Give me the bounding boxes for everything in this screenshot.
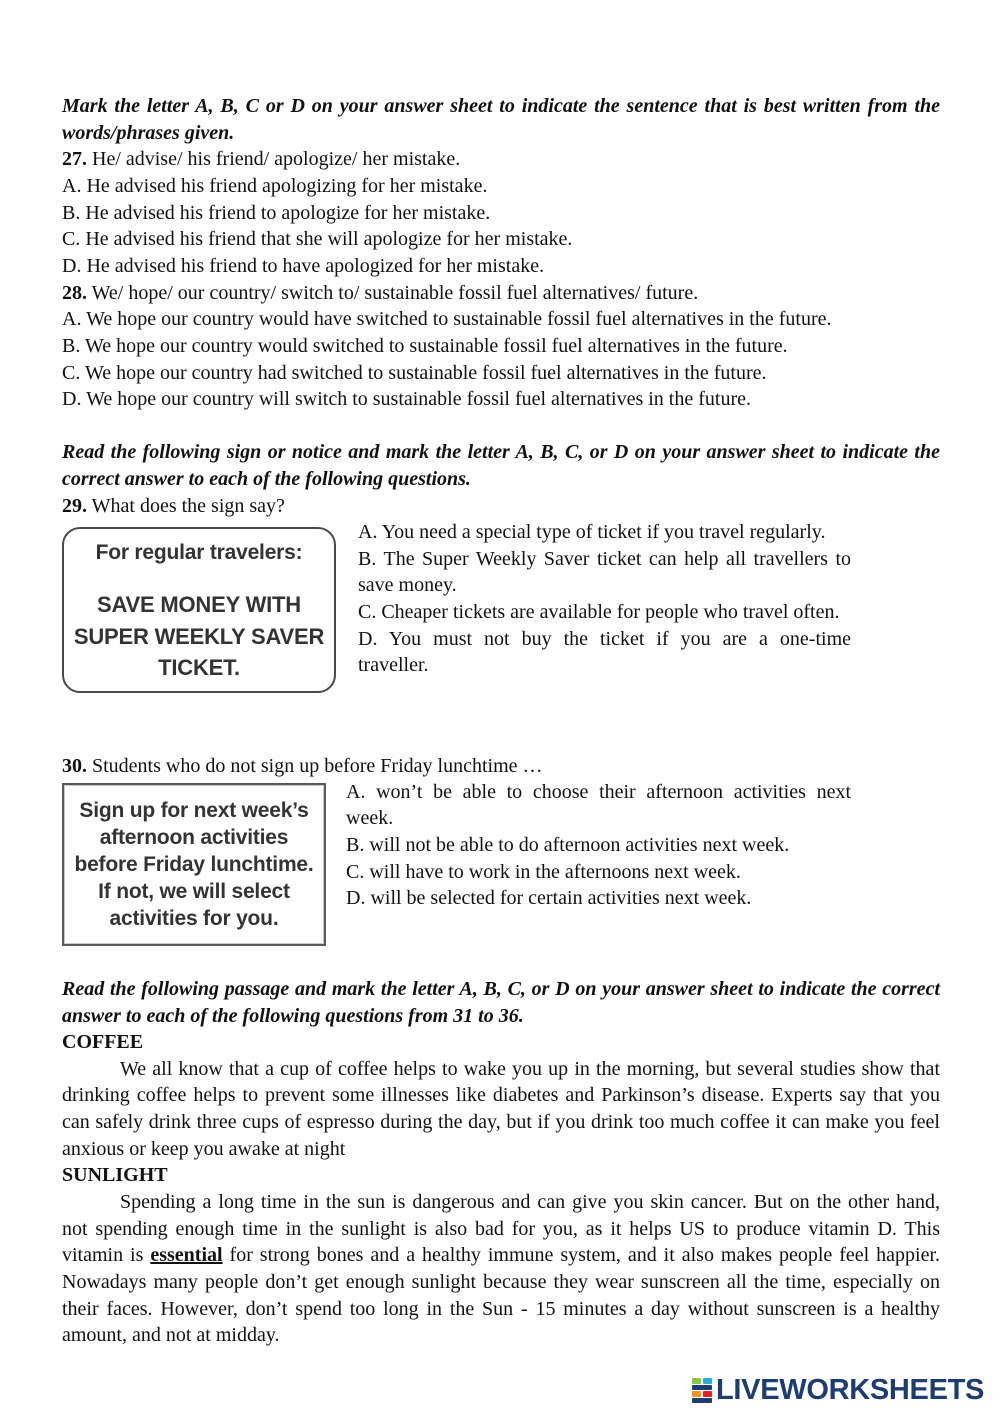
sign-line: Sign up for next week’s <box>79 799 309 822</box>
question-number: 30. <box>62 755 87 777</box>
sunlight-paragraph-line: Nowadays many people don’t get enough sunlight because they wear sunscreen all the time, especially on <box>62 1271 940 1293</box>
passage-heading-sunlight: SUNLIGHT <box>62 1164 168 1186</box>
option-28-c: C. We hope our country had switched to sustainable fossil fuel alternatives in the future. <box>62 362 767 384</box>
section2-instruction-line-1: Read the following sign or notice and mark the letter A, B, C, or D on your answer sheet to indicate the <box>62 441 940 463</box>
coffee-paragraph-line: drinking coffee helps to prevent some illnesses like diabetes and Parkinson’s disease. Experts say that you <box>62 1084 940 1106</box>
option-28-d: D. We hope our country will switch to sustainable fossil fuel alternatives in the future. <box>62 388 751 410</box>
sign-line: before Friday lunchtime. <box>74 853 314 876</box>
text-segment: for strong bones and a healthy immune system, and it also makes people feel happier. <box>222 1244 941 1266</box>
question-28 <box>62 280 940 307</box>
keyword-essential: essential <box>150 1244 223 1266</box>
option-29-d-continued: traveller. <box>358 654 429 676</box>
liveworksheets-logo-text: LIVEWORKSHEETS <box>716 1374 985 1406</box>
sign-line: TICKET. <box>158 655 240 680</box>
option-30-a: A. won’t be able to choose their afternoon activities next <box>346 781 851 803</box>
sunlight-paragraph-line: amount, and not at midday. <box>62 1324 280 1346</box>
option-29-d: D. You must not buy the ticket if you are a one-time <box>358 628 851 650</box>
passage-heading-coffee: COFFEE <box>62 1031 144 1053</box>
section1-instruction-line-2: words/phrases given. <box>62 122 235 144</box>
question-27 <box>62 146 940 173</box>
coffee-paragraph-line: anxious or keep you awake at night <box>62 1138 346 1160</box>
option-27-b: B. He advised his friend to apologize for her mistake. <box>62 202 491 224</box>
question-stem: Students who do not sign up before Friday lunchtime … <box>92 755 543 777</box>
sign-line: afternoon activities <box>99 826 289 849</box>
question-number: 27. <box>62 148 87 170</box>
sign-heading: For regular travelers: <box>95 541 303 564</box>
option-30-d: D. will be selected for certain activities next week. <box>346 887 752 909</box>
option-29-b-continued: save money. <box>358 574 457 596</box>
liveworksheets-logo-icon <box>690 1377 714 1405</box>
question-30 <box>62 753 940 780</box>
sign-line: activities for you. <box>109 907 279 930</box>
coffee-paragraph-line: can safely drink three cups of espresso during the day, but if you drink too much coffee it can make you feel <box>62 1111 940 1133</box>
question-stem: He/ advise/ his friend/ apologize/ her mistake. <box>92 148 461 170</box>
question-stem: What does the sign say? <box>91 495 285 517</box>
coffee-paragraph-line: We all know that a cup of coffee helps to wake you up in the morning, but several studies show that <box>120 1058 940 1080</box>
question-number: 28. <box>62 282 87 304</box>
question-29 <box>62 493 940 520</box>
option-29-c: C. Cheaper tickets are available for people who travel often. <box>358 601 840 623</box>
sign-line: If not, we will select <box>98 880 290 903</box>
sunlight-paragraph-line <box>62 1242 940 1269</box>
option-29-b: B. The Super Weekly Saver ticket can help all travellers to <box>358 548 851 570</box>
question-number: 29. <box>62 495 87 517</box>
sign-line: SUPER WEEKLY SAVER <box>73 624 325 649</box>
question-stem: We/ hope/ our country/ switch to/ sustainable fossil fuel alternatives/ future. <box>91 282 699 304</box>
section3-instruction-line-2: answer to each of the following questions from 31 to 36. <box>62 1005 524 1027</box>
option-29-a: A. You need a special type of ticket if you travel regularly. <box>358 521 826 543</box>
option-30-c: C. will have to work in the afternoons next week. <box>346 861 741 883</box>
sign-line: SAVE MONEY WITH <box>97 592 301 617</box>
sign-afternoon-activities <box>62 783 326 946</box>
option-28-a: A. We hope our country would have switched to sustainable fossil fuel alternatives in the future. <box>62 308 832 330</box>
section1-instruction-line-1: Mark the letter A, B, C or D on your answer sheet to indicate the sentence that is best written from the <box>62 95 940 117</box>
option-27-a: A. He advised his friend apologizing for her mistake. <box>62 175 488 197</box>
sunlight-paragraph-line: Spending a long time in the sun is dangerous and can give you skin cancer. But on the other hand, <box>120 1191 940 1213</box>
option-27-d: D. He advised his friend to have apologized for her mistake. <box>62 255 545 277</box>
option-27-c: C. He advised his friend that she will apologize for her mistake. <box>62 228 573 250</box>
sunlight-paragraph-line: not spending enough time in the sunlight is also bad for you, as it helps US to produce vitamin D. This <box>62 1218 940 1240</box>
sunlight-paragraph-line: their faces. However, don’t spend too long in the Sun - 15 minutes a day without sunscreen is a healthy <box>62 1298 940 1320</box>
section2-instruction-line-2: correct answer to each of the following questions. <box>62 468 471 490</box>
option-30-b: B. will not be able to do afternoon activities next week. <box>346 834 790 856</box>
section3-instruction-line-1: Read the following passage and mark the letter A, B, C, or D on your answer sheet to indicate the correct <box>62 978 940 1000</box>
sign-regular-travelers <box>62 527 336 693</box>
text-segment: vitamin is <box>62 1244 151 1266</box>
option-28-b: B. We hope our country would switched to sustainable fossil fuel alternatives in the future. <box>62 335 788 357</box>
option-30-a-continued: week. <box>346 807 394 829</box>
